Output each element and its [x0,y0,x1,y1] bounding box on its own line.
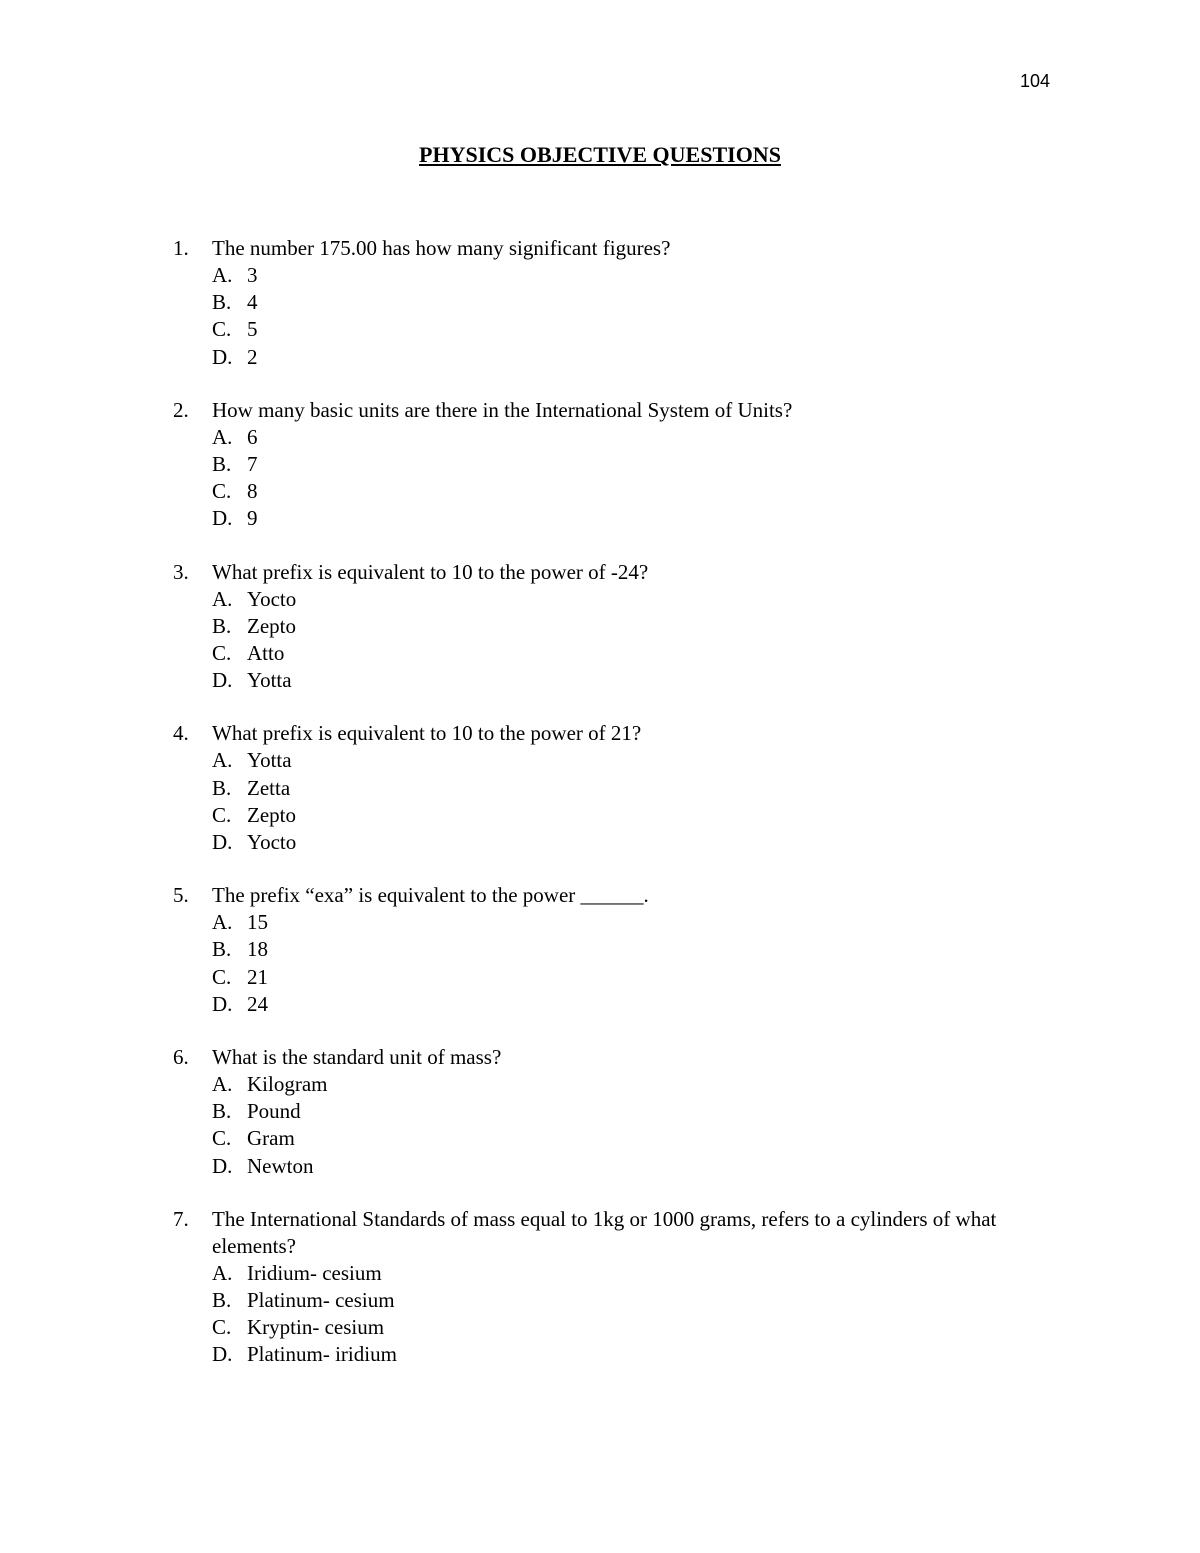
option-letter: B. [212,613,232,638]
option-letter: A. [212,748,233,773]
question-number: 6. [173,1045,189,1070]
option-item [212,747,1053,774]
option-text: Yocto [247,830,297,855]
option-text: Zetta [247,775,291,800]
option-letter: D. [212,991,233,1016]
question-item [173,882,1053,1018]
option-text: 8 [247,479,258,504]
option-item [212,775,1053,802]
option-text: Yotta [247,748,292,773]
question-number: 7. [173,1206,189,1231]
page-number: 104 [1020,71,1051,91]
option-text: 3 [247,263,258,287]
option-item [212,1153,1053,1180]
option-text: 7 [247,452,258,477]
option-item [212,829,1053,856]
question-text: What prefix is equivalent to 10 to the power of -24? [212,559,649,584]
option-letter: D. [212,1342,233,1367]
option-text: Kilogram [247,1072,328,1097]
option-letter: D. [212,1153,233,1178]
option-item [212,424,1053,451]
option-letter: D. [212,344,233,369]
option-item [212,262,1053,289]
option-letter: A. [212,424,233,449]
option-text: 4 [247,290,258,315]
option-item [212,1098,1053,1125]
option-item [212,316,1053,343]
option-item [212,964,1053,991]
option-item [212,505,1053,532]
option-text: 24 [247,991,268,1016]
option-letter: B. [212,452,232,477]
question-text: The prefix “exa” is equivalent to the power ______. [212,883,649,908]
option-text: Kryptin- cesium [247,1315,385,1340]
option-text: Yocto [247,586,297,611]
option-letter: C. [212,964,232,989]
option-item [212,909,1053,936]
option-letter: D. [212,668,233,693]
option-item [212,802,1053,829]
option-item [212,991,1053,1018]
option-text: Gram [247,1126,295,1151]
option-letter: D. [212,506,233,531]
option-item [212,640,1053,667]
option-item [212,1260,1053,1287]
option-item [212,1071,1053,1098]
option-letter: A. [212,586,233,611]
question-number: 5. [173,883,189,908]
option-list [173,1260,1053,1369]
option-letter: C. [212,1126,232,1151]
option-text: Platinum- iridium [247,1342,397,1367]
option-item [212,613,1053,640]
question-item [173,559,1053,695]
option-list [173,424,1053,533]
option-text: 9 [247,506,258,531]
option-list [173,747,1053,856]
option-text: 21 [247,964,268,989]
option-letter: B. [212,1099,232,1124]
question-text: What is the standard unit of mass? [212,1045,502,1070]
option-item [212,478,1053,505]
option-letter: A. [212,263,233,287]
option-item [212,344,1053,371]
option-list [173,262,1053,371]
question-number: 3. [173,559,189,584]
option-item [212,936,1053,963]
option-letter: A. [212,1072,233,1097]
option-letter: C. [212,802,232,827]
option-text: Pound [247,1099,301,1124]
option-item [212,1125,1053,1152]
question-text: The International Standards of mass equal to 1kg or 1000 grams, refers to a cylinders of what elements? [212,1206,997,1258]
option-list [173,586,1053,695]
question-list [173,235,1053,1395]
option-letter: B. [212,937,232,962]
question-item [173,235,1053,371]
question-item [173,1044,1053,1180]
option-letter: C. [212,1315,232,1340]
question-number: 1. [173,236,189,260]
option-text: 2 [247,344,258,369]
option-text: 15 [247,910,268,935]
option-text: 6 [247,424,258,449]
question-item [173,397,1053,533]
option-letter: D. [212,830,233,855]
option-letter: C. [212,317,232,342]
option-letter: C. [212,479,232,504]
option-text: Zepto [247,613,296,638]
option-text: Platinum- cesium [247,1288,395,1313]
option-list [173,909,1053,1018]
option-text: Yotta [247,668,292,693]
question-text: How many basic units are there in the International System of Units? [212,397,793,422]
option-text: Zepto [247,802,296,827]
option-item [212,667,1053,694]
option-letter: A. [212,1260,233,1285]
option-letter: B. [212,775,232,800]
question-text: What prefix is equivalent to 10 to the power of 21? [212,721,642,746]
question-number: 2. [173,397,189,422]
option-letter: B. [212,1288,232,1313]
question-item [173,1206,1053,1369]
question-number: 4. [173,721,189,746]
option-text: 5 [247,317,258,342]
option-item [212,451,1053,478]
option-text: Atto [247,641,285,666]
question-item [173,720,1053,856]
option-letter: C. [212,641,232,666]
option-text: Iridium- cesium [247,1260,382,1285]
option-item [212,586,1053,613]
option-text: 18 [247,937,268,962]
option-item [212,1341,1053,1368]
option-letter: A. [212,910,233,935]
option-item [212,1287,1053,1314]
option-letter: B. [212,290,232,315]
option-item [212,1314,1053,1341]
page-title: PHYSICS OBJECTIVE QUESTIONS [419,142,781,167]
question-text: The number 175.00 has how many significant figures? [212,236,671,260]
option-item [212,289,1053,316]
option-text: Newton [247,1153,314,1178]
option-list [173,1071,1053,1180]
